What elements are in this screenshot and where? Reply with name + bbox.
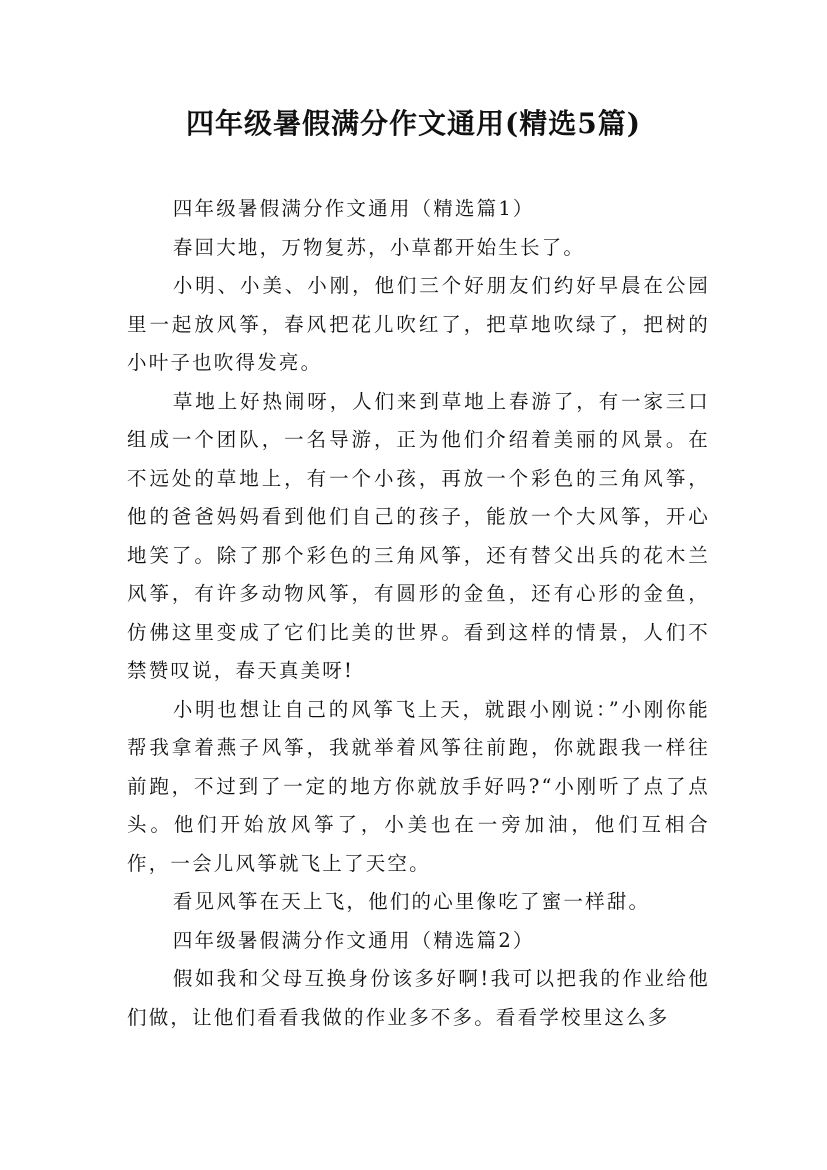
paragraph: 小明、小美、小刚，他们三个好朋友们约好早晨在公园里一起放风筝，春风把花儿吹红了，把草地吹绿了，把树的小叶子也吹得发亮。 [127, 274, 710, 374]
paragraph: 草地上好热闹呀，人们来到草地上春游了，有一家三口组成一个团队，一名导游，正为他们介绍着美丽的风景。在不远处的草地上，有一个小孩，再放一个彩色的三角风筝，他的爸爸妈妈看到他们自己的孩子，能放一个大风筝，开心地笑了。除了那个彩色的三角风筝，还有替父出兵的花木兰风筝，有许多动物风筝，有圆形的金鱼，还有心形的金鱼，仿佛这里变成了它们比美的世界。看到这样的情景，人们不禁赞叹说，春天真美呀! [127, 389, 710, 682]
paragraph: 小明也想让自己的风筝飞上天，就跟小刚说：”小刚你能帮我拿着燕子风筝，我就举着风筝往前跑，你就跟我一样往前跑，不过到了一定的地方你就放手好吗?“小刚听了点了点头。他们开始放风筝了，小美也在一旁加油，他们互相合作，一会儿风筝就飞上了天空。 [127, 697, 710, 875]
section-heading-1: 四年级暑假满分作文通用（精选篇1） [172, 197, 535, 220]
document-body [127, 190, 710, 1037]
paragraph: 看见风筝在天上飞，他们的心里像吃了蜜一样甜。 [172, 890, 651, 913]
section-heading-2: 四年级暑假满分作文通用（精选篇2） [172, 928, 535, 952]
paragraph: 假如我和父母互换身份该多好啊!我可以把我的作业给他们做，让他们看看我做的作业多不多。看看学校里这么多 [127, 967, 710, 1029]
document-title: 四年级暑假满分作文通用(精选5篇) [186, 107, 641, 140]
paragraph: 春回大地，万物复苏，小草都开始生长了。 [172, 235, 586, 259]
